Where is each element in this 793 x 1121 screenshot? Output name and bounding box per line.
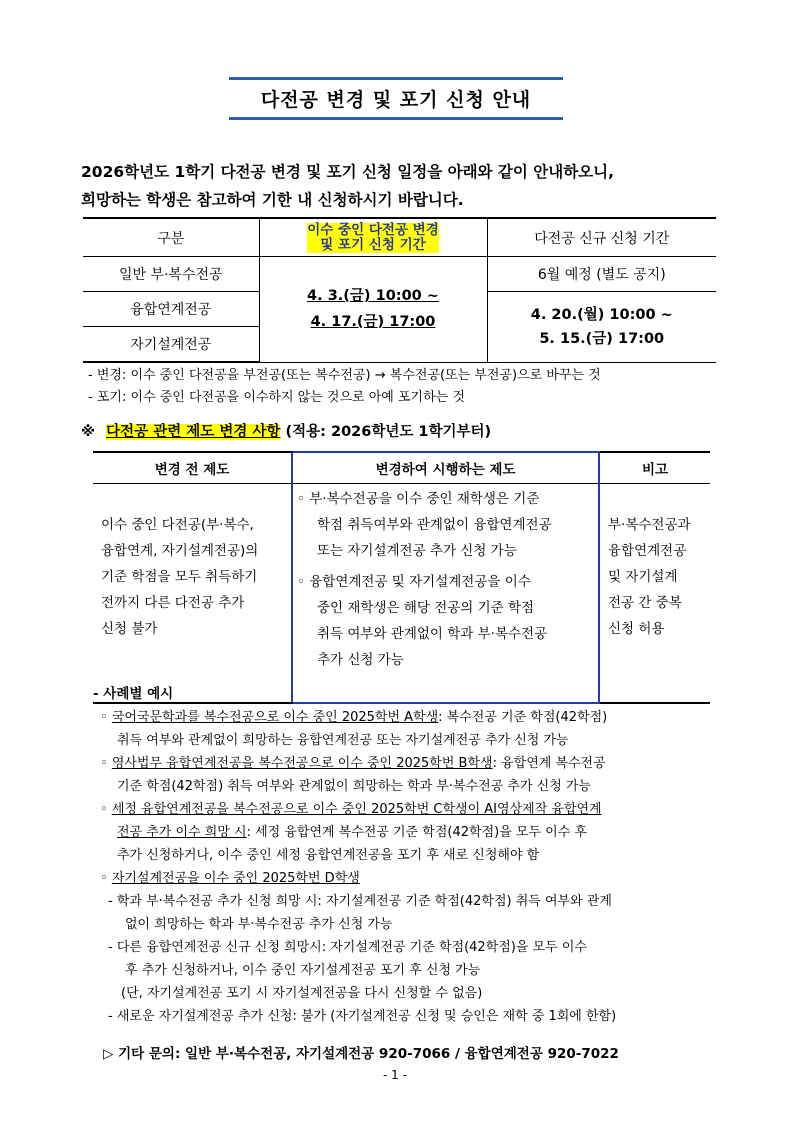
remark-cell [599,484,710,704]
example-c: ◦ 세정 융합연계전공을 복수전공으로 이수 중인 2025학번 C학생이 AI영상제작 융합연계 전공 추가 이수 희망 시: 세정 융합연계 복수전공 기준 학점(42학점)을 모두 이수 후 추가 신청하거나, 이수 중인 세정 융합연계전공을 포기 후 새로 신청해야 함 [100,798,720,867]
change-period-end: 4. 17.(금) 17:00 [310,314,436,331]
example-c-subject-2: 전공 추가 이수 희망 시 [117,825,247,840]
remark-line: 융합연계전공 [608,543,687,559]
policy-table [93,451,710,704]
remark-line: 신청 허용 [608,621,665,637]
example-a: ◦ 국어국문학과를 복수전공으로 이수 중인 2025학번 A학생: 복수전공 기준 학점(42학점) 취득 여부와 관계없이 희망하는 융합연계전공 또는 자기설계전공 추가 신청 가능 [100,706,720,752]
example-c-subject: 세정 융합연계전공을 복수전공으로 이수 중인 2025학번 C학생이 AI영상제작 융합연계 [111,802,602,817]
after-item-2-line: 중인 재학생은 해당 전공의 기준 학점 [317,600,535,616]
section-title-highlight: 다전공 관련 제도 변경 사항 [106,424,281,440]
remark-line: 및 자기설계 [608,569,678,585]
remark-line: 전공 간 중복 [608,595,682,611]
example-d-subject: 자기설계전공을 이수 중인 2025학번 D학생 [111,871,360,886]
row-self-designed: 자기설계전공 [83,327,259,363]
before-cell [93,484,292,704]
section-suffix: (적용: 2026학년도 1학기부터) [285,424,492,440]
after-cell [292,484,599,704]
intro-line-2: 희망하는 학생은 참고하여 기한 내 신청하시기 바랍니다. [81,191,464,209]
after-item-1-line: 또는 자기설계전공 추가 신청 가능 [317,543,517,559]
new-general-cell: 6월 예정 (별도 공지) [487,257,716,292]
example-d-details [108,890,720,1028]
after-item-2: ◦ 융합연계전공 및 자기설계전공을 이수 [297,574,531,590]
intro-text [81,158,721,214]
schedule-table [83,217,716,363]
after-item-1-line: 학점 취득여부와 관계없이 융합연계전공 [317,517,552,533]
example-d-sub1-line2: 없이 희망하는 학과 부·복수전공 추가 신청 가능 [125,917,393,932]
example-b-line2: 기준 학점(42학점) 취득 여부와 관계없이 희망하는 학과 부·복수전공 추가 신청 가능 [117,779,591,794]
page-number: - 1 - [383,1068,407,1082]
new-other-end: 5. 15.(금) 17:00 [539,330,665,347]
examples-title: - 사례별 예시 [93,686,174,702]
header-new-period: 다전공 신규 신청 기간 [487,218,716,257]
example-d-sub2-line2: 후 추가 신청하거나, 이수 중인 자기설계전공 포기 후 신청 가능 [125,963,481,978]
change-period-start: 4. 3.(금) 10:00 ~ [307,288,439,305]
intro-line-1: 2026학년도 1학기 다전공 변경 및 포기 신청 일정을 아래와 같이 안내하오니, [81,163,615,181]
example-b-subject: 영사법무 융합연계전공을 복수전공으로 이수 중인 2025학번 B학생 [111,756,493,771]
header-category: 구분 [83,218,259,257]
before-line: 기준 학점을 모두 취득하기 [101,569,258,585]
example-c-text: : 세정 융합연계 복수전공 기준 학점(42학점)을 모두 이수 후 [246,825,587,840]
before-line: 전까지 다른 다전공 추가 [101,595,245,611]
header-change-period [259,218,487,257]
after-item-1: ◦ 부·복수전공을 이수 중인 재학생은 기준 [297,491,540,507]
row-convergence: 융합연계전공 [83,292,259,327]
page-title-box [229,77,563,120]
page-title: 다전공 변경 및 포기 신청 안내 [260,89,532,111]
section-title [81,420,491,441]
header-remark: 비고 [599,452,710,484]
note-give-up: - 포기: 이수 중인 다전공을 이수하지 않는 것으로 아예 포기하는 것 [88,390,465,405]
header-after: 변경하여 시행하는 제도 [292,452,599,484]
before-line: 융합연계, 자기설계전공)의 [101,543,259,559]
remark-line: 부·복수전공과 [608,517,691,533]
before-line: 신청 불가 [101,621,158,637]
new-other-cell [487,292,716,363]
after-item-2-line: 취득 여부와 관계없이 학과 부·복수전공 [317,626,548,642]
before-line: 이수 중인 다전공(부·복수, [101,517,254,533]
contact-info: ▷ 기타 문의: 일반 부·복수전공, 자기설계전공 920-7066 / 융합연계전공 920-7022 [103,1046,619,1062]
new-other-start: 4. 20.(월) 10:00 ~ [530,306,673,323]
definition-notes [88,365,601,409]
example-d: ◦ 자기설계전공을 이수 중인 2025학번 D학생 [100,871,360,886]
header-change-line2: 및 포기 신청 기간 [320,236,426,253]
example-a-text: : 복수전공 기준 학점(42학점) [438,710,608,725]
after-item-2-line: 추가 신청 가능 [317,652,404,668]
example-a-line2: 취득 여부와 관계없이 희망하는 융합연계전공 또는 자기설계전공 추가 신청 가능 [117,733,569,748]
example-d-sub2-line3: (단, 자기설계전공 포기 시 자기설계전공을 다시 신청할 수 없음) [121,986,483,1001]
change-period-cell [259,257,487,363]
example-d-sub2: - 다른 융합연계전공 신규 신청 희망시: 자기설계전공 기준 학점(42학점)을 모두 이수 [108,940,587,955]
example-c-line3: 추가 신청하거나, 이수 중인 세정 융합연계전공을 포기 후 새로 신청해야 함 [117,848,540,863]
row-general: 일반 부·복수전공 [83,257,259,292]
example-b-text: : 융합연계 복수전공 [492,756,606,771]
section-mark: ※ [81,424,96,440]
header-before: 변경 전 제도 [93,452,292,484]
header-change-line1: 이수 중인 다전공 변경 [307,221,439,238]
change-period-highlight [307,223,438,253]
example-a-subject: 국어국문학과를 복수전공으로 이수 중인 2025학번 A학생 [111,710,439,725]
note-change: - 변경: 이수 중인 다전공을 부전공(또는 복수전공) → 복수전공(또는 부전공)으로 바꾸는 것 [88,368,601,383]
example-d-sub3: - 새로운 자기설계전공 추가 신청: 불가 (자기설계전공 신청 및 승인은 재학 중 1회에 한함) [108,1009,617,1024]
example-b: ◦ 영사법무 융합연계전공을 복수전공으로 이수 중인 2025학번 B학생: 융합연계 복수전공 기준 학점(42학점) 취득 여부와 관계없이 희망하는 학과 부·복수전공 추가 신청 가능 [100,752,720,798]
example-d-sub1: - 학과 부·복수전공 추가 신청 희망 시: 자기설계전공 기준 학점(42학점) 취득 여부와 관계 [108,894,612,909]
